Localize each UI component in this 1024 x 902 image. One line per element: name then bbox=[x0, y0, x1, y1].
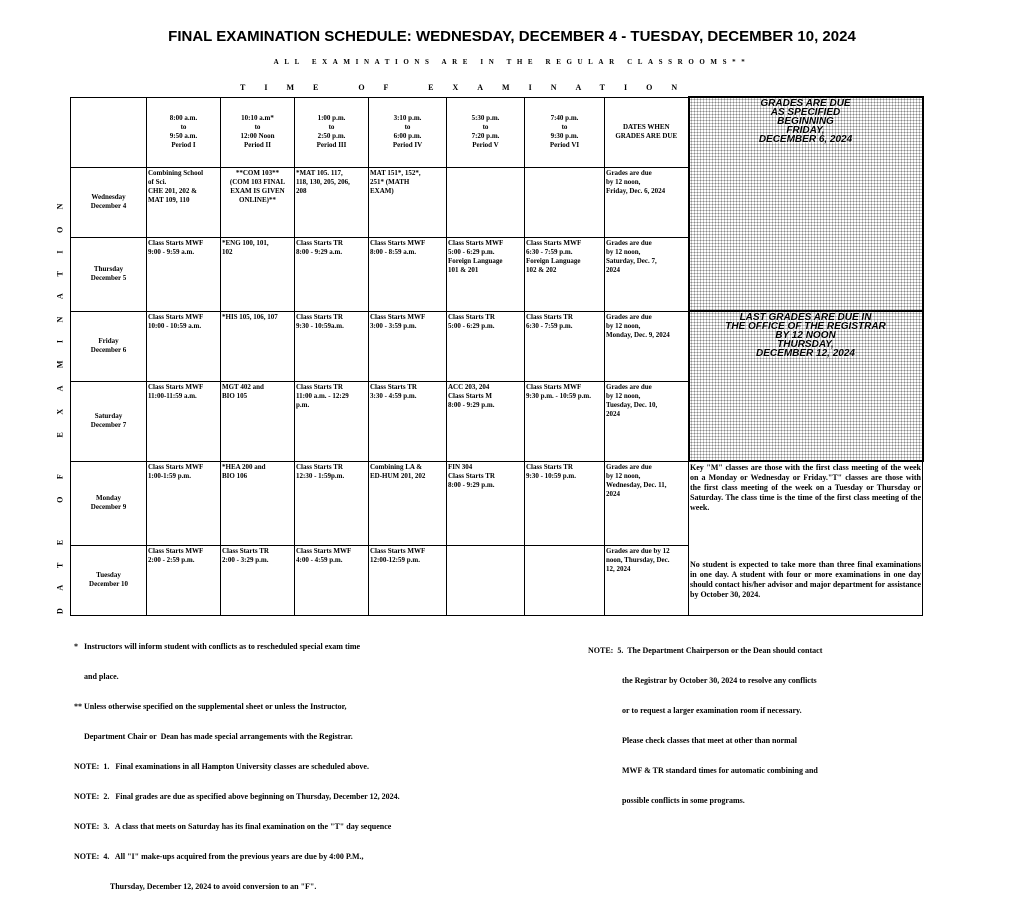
schedule-cell: Class Starts MWF 12:00-12:59 p.m. bbox=[369, 545, 447, 615]
exam-schedule-table bbox=[70, 96, 924, 616]
schedule-cell: Class Starts MWF 11:00-11:59 a.m. bbox=[147, 381, 221, 461]
schedule-cell bbox=[525, 545, 605, 615]
footnote-line: Department Chair or Dean has made special arrangements with the Registrar. bbox=[74, 732, 353, 741]
footnote-line: the Registrar by October 30, 2024 to resolve any conflicts bbox=[588, 676, 817, 685]
footnote-line: NOTE: 3. A class that meets on Saturday has its final examination on the "T" day sequence bbox=[74, 822, 392, 831]
column-header-period-2: 10:10 a.m* to 12:00 Noon Period II bbox=[221, 97, 295, 167]
grades-panel-line: BEGINNING bbox=[777, 116, 834, 127]
corner-cell bbox=[71, 97, 147, 167]
last-grades-panel-line: THURSDAY, bbox=[777, 339, 834, 350]
column-header-grades-due: DATES WHEN GRADES ARE DUE bbox=[605, 97, 689, 167]
grades-due-cell: Grades are due by 12 noon, Friday, Dec. 6, 2024 bbox=[605, 167, 689, 237]
last-grades-panel-line: LAST GRADES ARE DUE IN bbox=[739, 312, 872, 323]
schedule-cell: ACC 203, 204 Class Starts M 8:00 - 9:29 p.m. bbox=[447, 381, 525, 461]
schedule-cell: Class Starts MWF 2:00 - 2:59 p.m. bbox=[147, 545, 221, 615]
table-row bbox=[71, 311, 923, 381]
schedule-cell: *ENG 100, 101, 102 bbox=[221, 237, 295, 311]
column-header-period-6: 7:40 p.m. to 9:30 p.m. Period VI bbox=[525, 97, 605, 167]
last-grades-panel-line: BY 12 NOON bbox=[775, 330, 836, 341]
column-header-period-5: 5:30 p.m. to 7:20 p.m. Period V bbox=[447, 97, 525, 167]
grades-due-cell: Grades are due by 12 noon, Thursday, Dec. 12, 2024 bbox=[605, 545, 689, 615]
day-label: Monday December 9 bbox=[71, 461, 147, 545]
footnote-line: and place. bbox=[74, 672, 119, 681]
table-row bbox=[71, 545, 923, 615]
schedule-cell: Class Starts TR 9:30 - 10:59 p.m. bbox=[525, 461, 605, 545]
schedule-cell: Class Starts MWF 9:00 - 9:59 a.m. bbox=[147, 237, 221, 311]
last-grades-panel-line: DECEMBER 12, 2024 bbox=[756, 348, 855, 359]
schedule-cell: *HIS 105, 106, 107 bbox=[221, 311, 295, 381]
grades-due-cell: Grades are due by 12 noon, Saturday, Dec. 7, 2024 bbox=[605, 237, 689, 311]
table-row bbox=[71, 461, 923, 545]
schedule-cell: Class Starts MWF 3:00 - 3:59 p.m. bbox=[369, 311, 447, 381]
page-subtitle: ALL EXAMINATIONS ARE IN THE REGULAR CLASSROOMS** bbox=[273, 58, 751, 66]
schedule-cell: Class Starts MWF 4:00 - 4:59 p.m. bbox=[295, 545, 369, 615]
time-of-examination-header: TIME OF EXAMINATION bbox=[240, 83, 697, 92]
day-label: Thursday December 5 bbox=[71, 237, 147, 311]
schedule-cell: Class Starts MWF 6:30 - 7:59 p.m. Foreign Language 102 & 202 bbox=[525, 237, 605, 311]
footnote-line: possible conflicts in some programs. bbox=[588, 796, 745, 805]
grades-panel-line: DECEMBER 6, 2024 bbox=[758, 134, 853, 145]
schedule-cell: FIN 304 Class Starts TR 8:00 - 9:29 p.m. bbox=[447, 461, 525, 545]
page-title: FINAL EXAMINATION SCHEDULE: WEDNESDAY, DECEMBER 4 - TUESDAY, DECEMBER 10, 2024 bbox=[168, 28, 856, 45]
last-grades-due-panel bbox=[689, 311, 923, 461]
schedule-cell: Class Starts MWF 8:00 - 8:59 a.m. bbox=[369, 237, 447, 311]
schedule-cell: Class Starts MWF 10:00 - 10:59 a.m. bbox=[147, 311, 221, 381]
grades-due-cell: Grades are due by 12 noon, Monday, Dec. 9, 2024 bbox=[605, 311, 689, 381]
footnote-line: ** Unless otherwise specified on the supplemental sheet or unless the Instructor, bbox=[74, 702, 347, 711]
footnote-line: Thursday, December 12, 2024 to avoid conversion to an "F". bbox=[74, 882, 317, 891]
schedule-cell: Class Starts TR 6:30 - 7:59 p.m. bbox=[525, 311, 605, 381]
schedule-cell: Class Starts MWF 1:00-1:59 p.m. bbox=[147, 461, 221, 545]
column-header-period-3: 1:00 p.m. to 2:50 p.m. Period III bbox=[295, 97, 369, 167]
footnote-line: or to request a larger examination room if necessary. bbox=[588, 706, 802, 715]
schedule-cell: Class Starts MWF 5:00 - 6:29 p.m. Foreign Language 101 & 201 bbox=[447, 237, 525, 311]
grades-panel-line: AS SPECIFIED bbox=[770, 107, 841, 118]
column-header-period-1: 8:00 a.m. to 9:50 a.m. Period I bbox=[147, 97, 221, 167]
schedule-cell: **COM 103** (COM 103 FINAL EXAM IS GIVEN ONLINE)** bbox=[221, 167, 295, 237]
schedule-cell: Combining School of Sci. CHE 201, 202 & MAT 109, 110 bbox=[147, 167, 221, 237]
footnote-line: NOTE: 2. Final grades are due as specified above beginning on Thursday, December 12, 2024. bbox=[74, 792, 400, 801]
schedule-cell: Class Starts TR 5:00 - 6:29 p.m. bbox=[447, 311, 525, 381]
footnote-line: NOTE: 4. All "I" make-ups acquired from the previous years are due by 4:00 P.M., bbox=[74, 852, 364, 861]
student-exam-limit-note: No student is expected to take more than three final examinations in one day. A student with four or more examinations in one day should contact his/her advisor and major department for assistance by October 30, 2024. bbox=[689, 545, 923, 615]
day-label: Wednesday December 4 bbox=[71, 167, 147, 237]
schedule-cell bbox=[525, 167, 605, 237]
schedule-cell: *HEA 200 and BIO 106 bbox=[221, 461, 295, 545]
schedule-cell: *MAT 105. 117, 118, 130, 205, 206, 208 bbox=[295, 167, 369, 237]
schedule-cell: Class Starts TR 12:30 - 1:59p.m. bbox=[295, 461, 369, 545]
footnote-line: NOTE: 1. Final examinations in all Hampton University classes are scheduled above. bbox=[74, 762, 369, 771]
footnotes-left bbox=[74, 622, 400, 902]
schedule-cell: Class Starts TR 8:00 - 9:29 a.m. bbox=[295, 237, 369, 311]
schedule-cell: MGT 402 and BIO 105 bbox=[221, 381, 295, 461]
footnote-line: * Instructors will inform student with conflicts as to rescheduled special exam time bbox=[74, 642, 361, 651]
schedule-cell bbox=[447, 545, 525, 615]
schedule-cell bbox=[447, 167, 525, 237]
key-classes-note: Key "M" classes are those with the first class meeting of the week on a Monday or Wednesday or Friday."T" classes are those with the first class meeting of the week on a Tuesday or Thursday or Saturday. The class time is the time of the first class meeting of the week. bbox=[689, 461, 923, 545]
day-label: Friday December 6 bbox=[71, 311, 147, 381]
column-header-period-4: 3:10 p.m. to 6:00 p.m. Period IV bbox=[369, 97, 447, 167]
schedule-cell: Class Starts MWF 9:30 p.m. - 10:59 p.m. bbox=[525, 381, 605, 461]
date-of-examination-header bbox=[54, 186, 66, 614]
grades-panel-line: GRADES ARE DUE bbox=[760, 98, 851, 109]
schedule-cell: Class Starts TR 9:30 - 10:59a.m. bbox=[295, 311, 369, 381]
schedule-cell: Class Starts TR 3:30 - 4:59 p.m. bbox=[369, 381, 447, 461]
schedule-cell: MAT 151*, 152*, 251* (MATH EXAM) bbox=[369, 167, 447, 237]
schedule-cell: Class Starts TR 2:00 - 3:29 p.m. bbox=[221, 545, 295, 615]
footnotes-right bbox=[588, 626, 822, 816]
grades-due-panel bbox=[689, 97, 923, 311]
day-label: Saturday December 7 bbox=[71, 381, 147, 461]
schedule-cell: Combining LA & ED-HUM 201, 202 bbox=[369, 461, 447, 545]
header-row bbox=[71, 97, 923, 167]
grades-due-cell: Grades are due by 12 noon, Tuesday, Dec. 10, 2024 bbox=[605, 381, 689, 461]
last-grades-panel-line: THE OFFICE OF THE REGISTRAR bbox=[725, 321, 886, 332]
footnote-line: MWF & TR standard times for automatic combining and bbox=[588, 766, 818, 775]
date-of-examination-label: DATE OF EXAMINATION bbox=[55, 186, 65, 614]
grades-panel-line: FRIDAY, bbox=[786, 125, 825, 136]
footnote-line: NOTE: 5. The Department Chairperson or the Dean should contact bbox=[588, 646, 823, 655]
schedule-cell: Class Starts TR 11:00 a.m. - 12:29 p.m. bbox=[295, 381, 369, 461]
day-label: Tuesday December 10 bbox=[71, 545, 147, 615]
footnote-line: Please check classes that meet at other than normal bbox=[588, 736, 797, 745]
grades-due-cell: Grades are due by 12 noon, Wednesday, Dec. 11, 2024 bbox=[605, 461, 689, 545]
